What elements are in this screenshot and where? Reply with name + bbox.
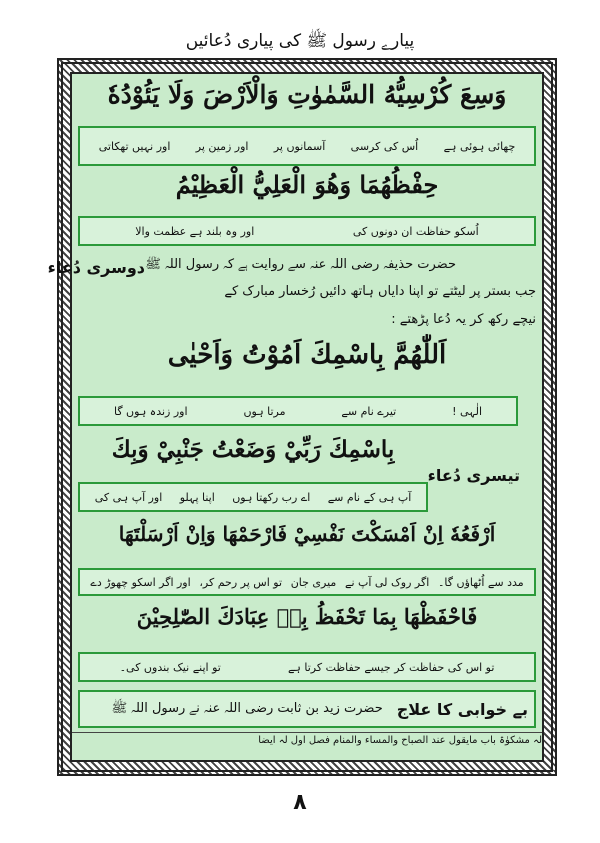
trans-1-part: اور نہیں تھکاتی bbox=[98, 139, 171, 153]
heading-second-dua: دوسری دُعاء bbox=[47, 258, 145, 277]
trans-1-part: چھائی ہوئی ہے bbox=[443, 139, 516, 153]
translation-4 bbox=[78, 482, 428, 512]
trans-2-part: اور وہ بلند ہے عظمت والا bbox=[135, 224, 255, 238]
ayah-1: وَسِعَ كُرْسِيُّهُ السَّمٰوٰتِ وَالْاَرْضَ وَلَا يَئُوْدُهٗ bbox=[107, 80, 507, 109]
footnote-divider bbox=[72, 732, 542, 733]
footnote: لہ مشکوٰۃ باب مایقول عند الصباح والمساء والمنام فصل اول لہ ایضاً bbox=[258, 735, 542, 746]
ayah-3: اَللّٰهُمَّ بِاسْمِكَ اَمُوْتُ وَاَحْيٰى bbox=[167, 340, 447, 370]
translation-6 bbox=[78, 652, 536, 682]
insomnia-text: حضرت زید بن ثابت رضی اللہ عنہ نے رسول اللہ ﷺ bbox=[111, 700, 383, 716]
trans-4-part: اے رب رکھتا ہوں bbox=[232, 490, 311, 504]
trans-5-part: مدد سے اُٹھاؤں گا۔ bbox=[437, 575, 524, 589]
trans-3-part: الٰہی ! bbox=[452, 404, 483, 418]
trans-4-part: اور آپ ہی کی bbox=[94, 490, 163, 504]
page-number: ۸ bbox=[293, 790, 307, 815]
ayah-2: حِفْظُهُمَا وَهُوَ الْعَلِيُّ الْعَظِيْمُ bbox=[175, 170, 439, 199]
heading-insomnia: بے خوابی کا علاج bbox=[396, 699, 528, 719]
trans-3-part: اور زندہ ہوں گا bbox=[113, 404, 188, 418]
heading-third-dua: تیسری دُعاء bbox=[427, 466, 520, 485]
narration-line-3: نیچے رکھ کر یہ دُعا پڑھتے : bbox=[391, 312, 536, 327]
translation-3 bbox=[78, 396, 518, 426]
ayah-6: فَاحْفَظْهَا بِمَا تَحْفَظُ بِهٖ عِبَادَكَ الصّٰلِحِيْنَ bbox=[136, 604, 478, 629]
trans-4-part: آپ ہی کے نام سے bbox=[327, 490, 412, 504]
trans-1-part: اُس کی کرسی bbox=[350, 139, 419, 153]
trans-6-part: تو اپنے نیک بندوں کی۔ bbox=[119, 660, 221, 674]
translation-5 bbox=[78, 568, 536, 596]
trans-1-part: اور زمین پر bbox=[195, 139, 249, 153]
narration-line-1: حضرت حذیفہ رضی اللہ عنہ سے روایت ہے کہ رسول اللہ ﷺ bbox=[145, 257, 456, 272]
page-header: پیارے رسول ﷺ کی پیاری دُعائیں bbox=[185, 31, 415, 51]
trans-3-part: تیرے نام سے bbox=[341, 404, 397, 418]
trans-4-part: اپنا پہلو bbox=[179, 490, 215, 504]
ayah-5: اَرْفَعُهٗ اِنْ اَمْسَكْتَ نَفْسِيْ فَارْحَمْهَا وَاِنْ اَرْسَلْتَهَا bbox=[118, 522, 496, 546]
translation-2 bbox=[78, 216, 536, 246]
trans-5-part: تو اس پر رحم کر، bbox=[199, 575, 283, 589]
trans-3-part: مرتا ہوں bbox=[243, 404, 286, 418]
trans-1-part: آسمانوں پر bbox=[273, 139, 326, 153]
translation-1 bbox=[78, 126, 536, 166]
narration-line-2: جب بستر پر لیٹتے تو اپنا دایاں ہاتھ دائیں رُخسار مبارک کے bbox=[224, 284, 536, 299]
trans-5-part: اور اگر اسکو چھوڑ دے bbox=[90, 575, 191, 589]
insomnia-box bbox=[78, 690, 536, 728]
trans-6-part: تو اس کی حفاظت کر جیسے حفاظت کرتا ہے bbox=[287, 660, 495, 674]
trans-5-part: میری جان bbox=[290, 575, 337, 589]
ayah-4: بِاسْمِكَ رَبِّيْ وَضَعْتُ جَنْبِيْ وَبِكَ bbox=[111, 436, 395, 463]
trans-2-part: اُسکو حفاظت ان دونوں کی bbox=[352, 224, 479, 238]
trans-5-part: اگر روک لی آپ نے bbox=[345, 575, 430, 589]
